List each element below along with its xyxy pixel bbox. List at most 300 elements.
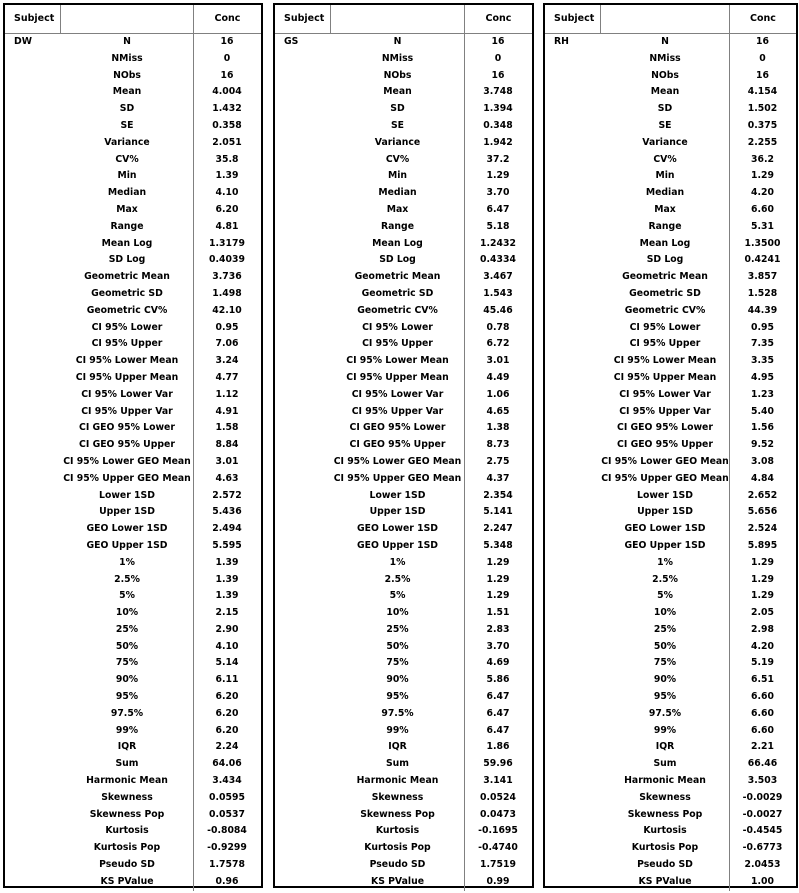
statistic-label: Sum [385,758,409,770]
conc-value: 4.84 [751,472,774,484]
table-row [275,135,532,152]
conc-value: 0 [223,52,231,64]
table-row [275,202,532,219]
statistic-label: Sum [115,758,139,770]
table-row [545,168,796,185]
conc-value: 1.942 [483,136,513,148]
conc-value: -0.0027 [742,808,783,820]
statistic-label: Sum [653,758,677,770]
table-row [275,236,532,253]
conc-value: 1.394 [483,103,513,115]
statistic-label: CI 95% Upper Var [81,405,173,417]
table-row [545,588,796,605]
table-row [5,874,261,891]
conc-value: 1.29 [486,556,510,568]
conc-value: 2.255 [747,136,778,148]
statistic-label: NMiss [649,52,681,64]
conc-value: 4.65 [486,405,510,417]
statistic-label: NObs [113,69,141,81]
table-row [545,68,796,85]
statistic-label: CI 95% Lower GEO Mean [601,455,729,467]
conc-value: 3.434 [212,775,242,787]
statistic-label: Pseudo SD [369,859,426,871]
statistic-label: Kurtosis [105,825,149,837]
conc-value: 6.20 [215,691,239,703]
table-row [5,471,261,488]
statistic-label: CI 95% Lower Var [351,388,444,400]
table-row [275,252,532,269]
table-row [545,605,796,622]
conc-value: 1.502 [747,103,778,115]
statistic-label: NObs [383,69,412,81]
table-row [545,689,796,706]
table-row [545,420,796,437]
table-row [545,521,796,538]
table-row [275,118,532,135]
conc-value: 5.40 [751,405,774,417]
conc-value: 2.652 [747,489,778,501]
table-row [275,773,532,790]
table-row [275,353,532,370]
statistic-label: 1% [119,556,135,568]
conc-value: 2.24 [215,741,239,753]
table-row [545,387,796,404]
table-row [275,286,532,303]
conc-value: 4.10 [215,187,239,199]
statistic-label: 97.5% [648,707,682,719]
statistic-label: SD [119,103,135,115]
conc-value: 3.467 [483,271,513,283]
conc-value: 5.656 [747,506,778,518]
conc-value: 66.46 [747,758,778,770]
conc-value: 8.84 [215,439,239,451]
statistic-label: CI 95% Upper [91,338,163,350]
statistic-label: CI 95% Upper Var [619,405,711,417]
conc-value: 0.0595 [209,791,245,803]
table-row [275,84,532,101]
conc-value: 0.96 [215,875,239,887]
conc-value: 3.01 [215,455,239,467]
conc-value: 4.20 [751,640,774,652]
conc-value: 16 [756,69,769,81]
conc-value: 2.524 [747,523,778,535]
table-row [275,185,532,202]
conc-value: 3.01 [486,355,510,367]
statistic-label: GEO Upper 1SD [357,539,438,551]
table-row [275,437,532,454]
statistic-label: CI 95% Lower Mean [75,355,179,367]
table-row [5,538,261,555]
statistic-label: N [661,36,669,47]
conc-value: 1.56 [751,422,774,434]
statistic-label: CI 95% Lower [91,321,163,333]
statistic-label: Harmonic Mean [356,775,439,787]
table-row [545,303,796,320]
conc-value: 4.004 [212,86,242,98]
conc-value: -0.0029 [742,791,783,803]
conc-value: 6.60 [751,707,774,719]
statistic-label: Max [654,203,676,215]
conc-value: 2.0453 [744,859,781,871]
conc-value: 3.736 [212,271,242,283]
statistic-label: Mean [112,86,142,98]
statistic-label: Mean [650,86,680,98]
table-row [5,521,261,538]
table-row [545,51,796,68]
statistic-label: Range [648,220,682,232]
statistic-label: Min [655,170,675,182]
conc-value: 0.348 [483,119,513,131]
conc-value: 1.29 [751,573,774,585]
table-row [545,336,796,353]
conc-value: 1.29 [486,590,510,602]
header-conc: Conc [193,5,261,33]
conc-value: 1.3179 [209,237,245,249]
statistic-label: CI 95% Upper GEO Mean [333,472,462,484]
conc-value: 6.51 [751,674,774,686]
table-body [545,34,796,891]
statistic-label: Kurtosis Pop [93,842,161,854]
table-row [545,454,796,471]
statistic-label: 99% [115,724,139,736]
conc-value: 1.86 [486,741,510,753]
statistic-label: Skewness Pop [627,808,703,820]
table-row [275,336,532,353]
conc-value: 1.38 [486,422,510,434]
table-row [5,655,261,672]
table-row [275,51,532,68]
statistic-label: CI GEO 95% Lower [79,422,175,434]
conc-value: 5.14 [215,657,239,669]
table-row [545,739,796,756]
conc-value: 5.19 [751,657,774,669]
conc-value: 1.12 [215,388,239,400]
table-row [275,739,532,756]
table-row [545,286,796,303]
statistic-label: 25% [653,623,677,635]
conc-value: 1.3500 [744,237,781,249]
table-row [5,437,261,454]
table-row [275,320,532,337]
statistic-label: GEO Lower 1SD [356,523,439,535]
statistic-label: SE [390,119,405,131]
statistic-label: 75% [386,657,409,669]
statistic-label: SD [657,103,673,115]
table-row [5,68,261,85]
table-row [545,823,796,840]
conc-value: 5.31 [751,220,774,232]
table-row [5,504,261,521]
conc-value: 1.58 [215,422,239,434]
statistic-label: Geometric Mean [622,271,708,283]
statistic-label: 95% [115,691,139,703]
statistic-label: Skewness [101,791,153,803]
statistic-label: KS PValue [370,875,425,887]
statistic-label: Variance [104,136,150,148]
conc-value: 4.154 [747,86,778,98]
statistic-label: Pseudo SD [99,859,155,871]
table-body [275,34,532,891]
conc-value: 3.35 [751,355,774,367]
statistic-label: 1% [389,556,406,568]
statistic-label: 50% [386,640,409,652]
statistic-label: Geometric Mean [84,271,170,283]
statistic-label: Variance [374,136,421,148]
table-row [5,706,261,723]
table-header [545,5,796,34]
table-row [5,454,261,471]
header-conc: Conc [729,5,796,33]
table-row [275,857,532,874]
conc-value: 2.051 [212,136,242,148]
conc-value: 0.4334 [480,254,516,266]
conc-value: 7.06 [215,338,239,350]
table-row [545,504,796,521]
conc-value: 0.0524 [480,791,516,803]
conc-value: 5.895 [747,539,778,551]
statistic-label: Min [387,170,408,182]
header-subject: Subject [5,5,61,33]
table-header [275,5,532,34]
table-row [5,202,261,219]
conc-value: 45.46 [483,304,513,316]
table-row [5,118,261,135]
conc-value: 1.543 [483,287,513,299]
statistic-label: Median [378,187,417,199]
statistic-label: Kurtosis [375,825,420,837]
subject-cell: DW [14,36,32,47]
subject-cell: GS [284,36,299,47]
conc-value: 36.2 [751,153,774,165]
conc-value: 2.15 [215,607,239,619]
statistic-label: CI 95% Upper GEO Mean [601,472,729,484]
table-row [5,286,261,303]
table-row [545,404,796,421]
conc-value: 16 [491,36,505,47]
statistic-label: CI 95% Upper Mean [346,371,449,383]
table-row [5,823,261,840]
conc-value: 2.98 [751,623,774,635]
conc-value: 4.10 [215,640,239,652]
conc-value: 2.21 [751,741,774,753]
table-row [545,219,796,236]
conc-value: 6.47 [486,691,510,703]
conc-value: 0.99 [486,875,510,887]
table-row [545,353,796,370]
statistic-label: Kurtosis [643,825,687,837]
table-row [545,622,796,639]
statistic-label: Kurtosis Pop [364,842,431,854]
header-conc: Conc [464,5,532,33]
conc-value: 1.29 [751,556,774,568]
stats-table-gs [273,3,534,888]
conc-value: -0.4740 [478,842,518,854]
statistic-label: CI 95% Upper Mean [75,371,179,383]
statistic-label: KS PValue [638,875,692,887]
statistic-label: 99% [386,724,409,736]
conc-value: 3.70 [486,187,510,199]
conc-value: 6.20 [215,724,239,736]
statistic-label: 2.5% [652,573,678,585]
conc-value: -0.8084 [207,825,247,837]
table-row [275,34,532,51]
statistic-label: CV% [653,153,677,165]
table-row [545,252,796,269]
statistic-label: N [123,36,131,47]
statistic-label: Geometric SD [361,287,434,299]
table-row [5,572,261,589]
statistic-label: Max [116,203,138,215]
table-row [545,790,796,807]
table-row [545,840,796,857]
header-subject: Subject [545,5,601,33]
table-row [5,840,261,857]
table-row [5,84,261,101]
statistic-label: Mean [383,86,412,98]
table-row [5,555,261,572]
statistic-label: IQR [388,741,407,753]
conc-value: 16 [756,36,769,47]
conc-value: -0.6773 [742,842,783,854]
statistic-label: CI GEO 95% Lower [617,422,713,434]
statistic-label: 5% [119,590,135,602]
table-row [275,404,532,421]
statistic-label: CV% [115,153,139,165]
table-row [275,538,532,555]
conc-value: 3.503 [747,775,778,787]
table-row [275,152,532,169]
conc-value: 6.60 [751,203,774,215]
statistic-label: SD [390,103,405,115]
table-row [5,252,261,269]
statistic-label: CI 95% Lower Var [619,388,711,400]
conc-value: 0.95 [751,321,774,333]
statistic-label: NMiss [381,52,414,64]
conc-value: 1.432 [212,103,242,115]
table-row [275,874,532,891]
statistic-label: CV% [385,153,410,165]
statistic-label: 75% [115,657,139,669]
table-row [275,622,532,639]
conc-value: 6.72 [486,338,510,350]
table-row [545,857,796,874]
table-row [5,773,261,790]
conc-value: 1.7519 [480,859,516,871]
conc-value: 35.8 [215,153,239,165]
statistic-label: IQR [655,741,675,753]
conc-value: 1.7578 [209,859,245,871]
conc-value: 3.70 [486,640,510,652]
statistic-label: Variance [642,136,688,148]
table-row [5,353,261,370]
conc-value: 3.748 [483,86,513,98]
conc-value: 5.86 [486,674,510,686]
conc-value: 1.23 [751,388,774,400]
statistic-label: SD Log [646,254,684,266]
statistic-label: GEO Upper 1SD [624,539,706,551]
table-row [545,101,796,118]
conc-value: 6.60 [751,724,774,736]
statistic-label: Mean Log [639,237,691,249]
table-row [5,639,261,656]
statistic-label: Mean Log [372,237,423,249]
table-row [5,689,261,706]
statistic-label: Geometric CV% [357,304,438,316]
conc-value: 0.0537 [209,808,245,820]
table-row [275,823,532,840]
statistic-label: CI 95% Lower [362,321,433,333]
statistic-label: CI GEO 95% Upper [349,439,446,451]
conc-value: 1.39 [215,590,239,602]
table-row [545,639,796,656]
table-row [5,420,261,437]
conc-value: 5.141 [483,506,513,518]
conc-value: 2.05 [751,607,774,619]
table-row [5,723,261,740]
table-row [275,605,532,622]
table-row [5,790,261,807]
statistic-label: Geometric SD [91,287,163,299]
conc-value: 3.857 [747,271,778,283]
table-row [5,185,261,202]
table-row [275,572,532,589]
conc-value: 2.247 [483,523,513,535]
table-row [5,605,261,622]
statistic-label: CI 95% Lower [629,321,701,333]
conc-value: 7.35 [751,338,774,350]
table-row [275,655,532,672]
table-row [5,672,261,689]
conc-value: 0 [494,52,502,64]
conc-value: 1.00 [751,875,774,887]
table-row [5,168,261,185]
statistic-label: 25% [115,623,139,635]
conc-value: 1.29 [751,590,774,602]
table-row [5,588,261,605]
table-row [5,739,261,756]
table-row [275,706,532,723]
table-row [545,807,796,824]
statistic-label: 5% [657,590,673,602]
statistic-label: NObs [651,69,679,81]
conc-value: 44.39 [747,304,778,316]
conc-value: 6.20 [215,203,239,215]
statistic-label: SE [658,119,672,131]
statistic-label: Skewness Pop [360,808,435,820]
conc-value: 2.494 [212,523,242,535]
table-row [5,622,261,639]
statistic-label: 10% [386,607,409,619]
statistic-label: Upper 1SD [99,506,155,518]
statistic-label: 95% [386,691,409,703]
statistic-label: GEO Lower 1SD [86,523,168,535]
conc-value: 59.96 [483,758,513,770]
conc-value: 64.06 [212,758,242,770]
table-row [275,370,532,387]
conc-value: 1.51 [486,607,510,619]
table-row [545,118,796,135]
statistic-label: 97.5% [110,707,144,719]
table-row [545,370,796,387]
statistic-label: 90% [386,674,409,686]
conc-value: 0.358 [212,119,242,131]
conc-value: 0.78 [486,321,510,333]
conc-value: 0 [759,52,766,64]
table-row [5,152,261,169]
table-row [5,370,261,387]
table-row [5,404,261,421]
subject-cell: RH [554,36,569,47]
